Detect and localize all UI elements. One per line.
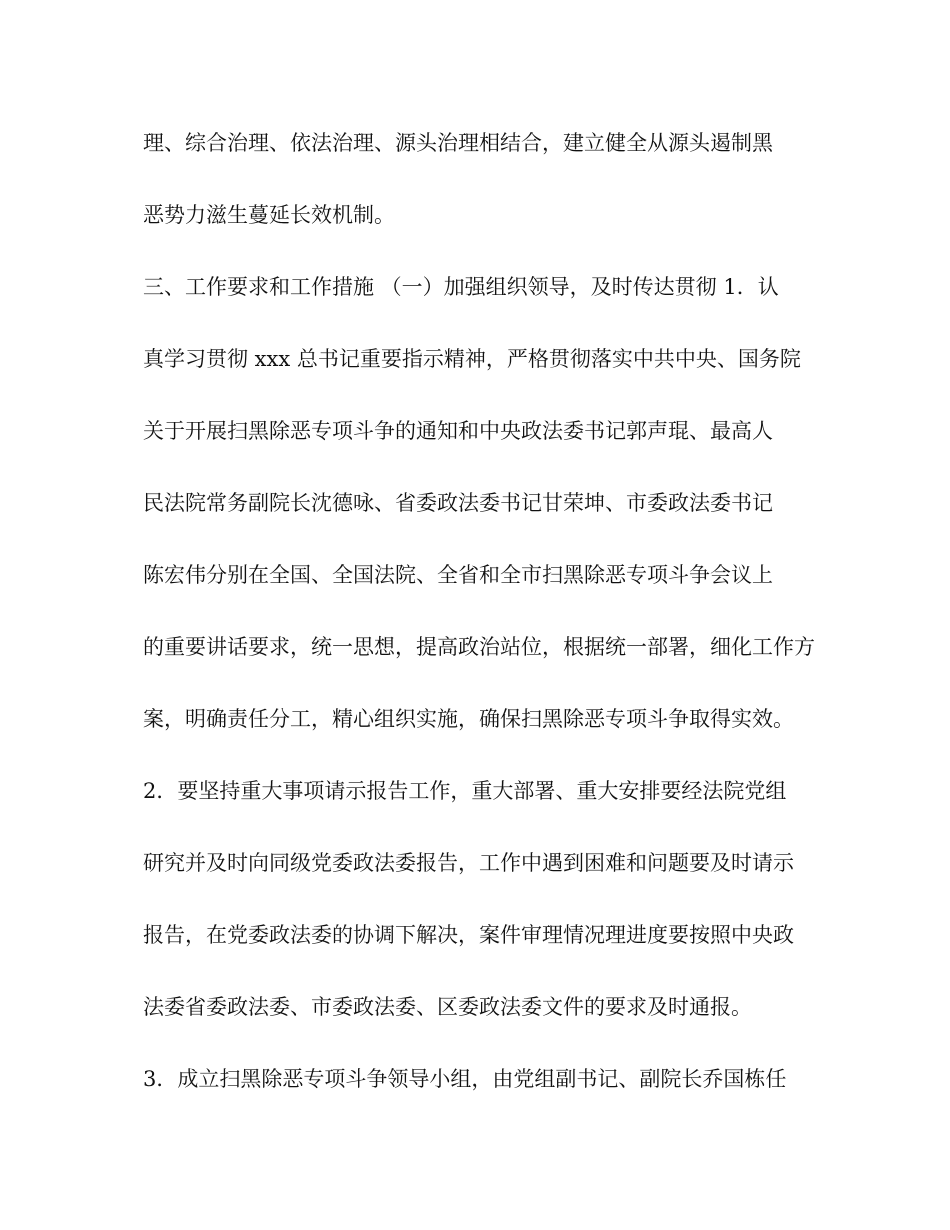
text-line-8: 的重要讲话要求，统一思想，提高政治站位，根据统一部署，细化工作方 (143, 635, 815, 659)
text-line-6: 民法院常务副院长沈德咏、省委政法委书记甘荣坤、市委政法委书记 (143, 491, 773, 515)
text-line-13: 法委省委政法委、市委政法委、区委政法委文件的要求及时通报。 (143, 995, 752, 1019)
text-line-7: 陈宏伟分别在全国、全国法院、全省和全市扫黑除恶专项斗争会议上 (143, 563, 773, 587)
text-line-11: 研究并及时向同级党委政法委报告，工作中遇到困难和问题要及时请示 (143, 851, 794, 875)
text-line-4: 真学习贯彻 xxx 总书记重要指示精神，严格贯彻落实中共中央、国务院 (143, 347, 801, 371)
text-line-10: 2．要坚持重大事项请示报告工作，重大部署、重大安排要经法院党组 (143, 779, 787, 803)
text-line-5: 关于开展扫黑除恶专项斗争的通知和中央政法委书记郭声琨、最高人 (143, 419, 773, 443)
text-line-1: 理、综合治理、依法治理、源头治理相结合，建立健全从源头遏制黑 (143, 131, 773, 155)
text-line-3: 三、工作要求和工作措施 （一）加强组织领导，及时传达贯彻 1．认 (143, 275, 779, 299)
text-line-12: 报告，在党委政法委的协调下解决，案件审理情况理进度要按照中央政 (143, 923, 794, 947)
text-line-14: 3．成立扫黑除恶专项斗争领导小组，由党组副书记、副院长乔国栋任 (143, 1067, 787, 1091)
text-line-2: 恶势力滋生蔓延长效机制。 (143, 203, 395, 227)
text-line-9: 案，明确责任分工，精心组织实施，确保扫黑除恶专项斗争取得实效。 (143, 707, 794, 731)
